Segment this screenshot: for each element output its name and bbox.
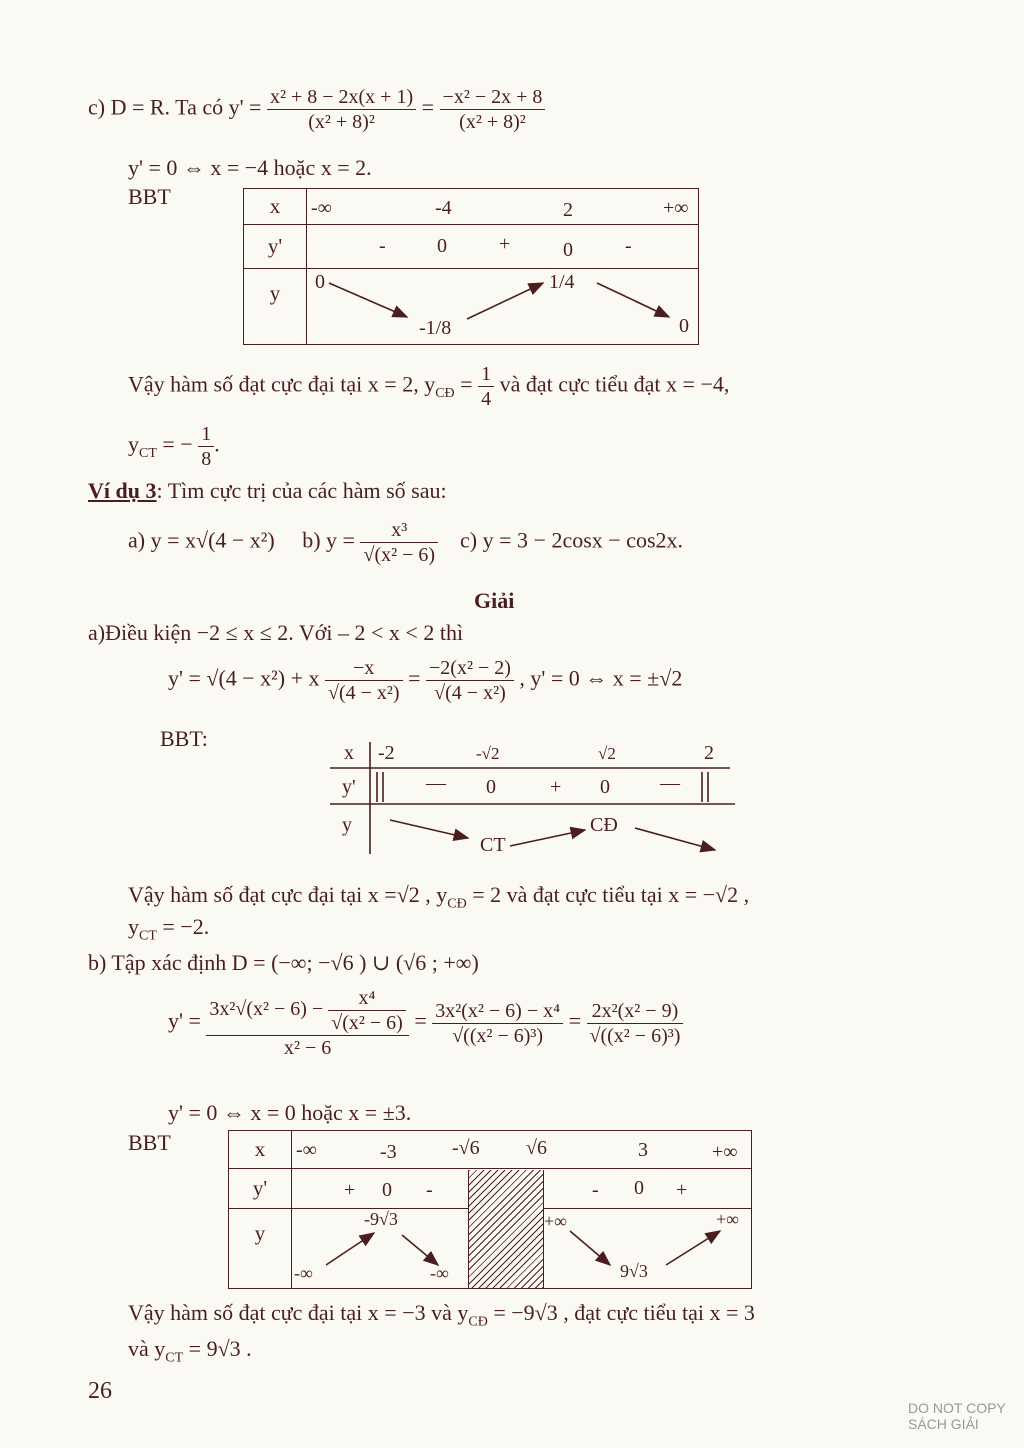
x-value: -4 [435,197,452,219]
yprime-values-cell [307,225,699,269]
denominator: 8 [201,448,212,470]
text: y' = [168,1008,201,1034]
fraction [478,362,494,411]
x-value: +∞ [712,1141,738,1163]
text: = 2 và đạt cực tiểu tại x = −√2 , [466,882,750,907]
y-value: -9√3 [364,1209,398,1229]
denominator: √(x² − 6) [363,544,436,566]
sign: - [426,1179,433,1201]
numerator: 2x²(x² − 9) [587,999,684,1024]
bbt-label: BBT [128,184,171,209]
numerator: 1 [198,422,214,447]
text: = 9√3 . [183,1336,252,1361]
fraction [587,999,684,1048]
yprime-label: y' [244,225,307,269]
x-value: -√6 [452,1137,480,1159]
y-value: 1/4 [549,271,575,293]
x-label: x [344,742,354,764]
solution-a-line1: a)Điều kiện −2 ≤ x ≤ 2. Với – 2 < x < 2 thì [88,620,464,645]
subscript: CT [139,928,157,944]
numerator: 1 [478,362,494,387]
text: y [128,431,139,457]
denominator: 4 [481,388,492,410]
text: y' = √(4 − x²) + x [168,665,320,691]
bbt-label: BBT: [160,726,208,751]
sign: — [660,772,680,794]
sign: + [344,1179,356,1201]
example-3-items [128,518,683,567]
numerator: 3x²(x² − 6) − x⁴ [432,999,563,1024]
y-value: 0 [679,315,689,337]
text: = [454,371,479,397]
fraction [440,85,546,134]
y-values-cell [307,269,699,345]
x-value: -2 [378,742,395,764]
numerator: x³ [360,518,438,543]
x-value: √2 [598,744,616,763]
sign: 0 [634,1177,644,1199]
text: và y [128,1336,166,1361]
denominator: √(4 − x²) [434,682,506,704]
part-c-prefix: c) D = R. Ta có y' = [88,94,262,120]
part-c-line1: c) D = R. Ta có y' = $\frac{\text{x² + 8 − 2x(x + 1)}}{\text{(x² + 8)²}}$ = $\frac{\text{−x² − 2x + 8}}{\text{(x² + 8)²}}$ [88,85,545,134]
numerator: −2(x² − 2) [426,656,514,681]
subscript: CĐ [468,1314,488,1330]
text: , y' = 0 ⇔ x = ±√2 [519,665,683,691]
numerator: x⁴ [328,986,406,1011]
text: . [214,431,220,457]
y-value: -∞ [430,1263,449,1283]
text: Vậy hàm số đạt cực đại tại x = −3 và y [128,1300,469,1325]
example-title-rest: : Tìm cực trị của các hàm số sau: [156,478,447,503]
x-value: 2 [704,742,714,764]
denominator: (x² + 8)² [308,111,375,133]
arrows [307,269,699,345]
variation-table-1 [243,188,699,345]
sign: + [676,1179,688,1201]
numerator: −x [325,656,403,681]
x-value: +∞ [663,197,689,219]
fraction [325,656,403,705]
y-value: -1/8 [419,317,452,339]
sign: 0 [382,1179,392,1201]
yprime-label: y' [342,776,356,798]
numerator: −x² − 2x + 8 [440,85,546,110]
solution-b-conclusion1 [128,1300,755,1335]
example-3-heading [88,478,447,504]
bbt-label: BBT [128,1130,171,1155]
solution-a-conclusion1 [128,882,749,917]
y-value: +∞ [716,1209,739,1229]
solution-a-yprime: y' = √(4 − x²) + x $\frac{-x}{\text{√(4 − x²)}}$ = $\frac{\text{−2(x² − 2)}}{\text{√(4 − x²)}}$ , y' = 0 ⇔ x = ±√2 [168,657,683,704]
sign: — [426,772,446,794]
denominator: √((x² − 6)³) [589,1024,681,1047]
y-label: y [244,269,307,345]
denominator: √(4 − x²) [328,682,400,704]
fraction [267,85,416,134]
text: Vậy hàm số đạt cực đại tại x = 2, y [128,371,436,397]
y-value: 0 [315,271,325,293]
fraction [426,656,514,705]
solution-heading: Giải [474,588,515,613]
x-value: √6 [526,1137,547,1159]
subscript: CĐ [435,385,455,401]
fraction [360,518,438,567]
y-value: CT [480,834,506,856]
variation-table-2 [330,738,740,858]
sign: 0 [600,776,610,798]
x-value: 3 [638,1139,648,1161]
text: = −9√3 , đạt cực tiểu tại x = 3 [487,1300,755,1325]
solution-a-conclusion2 [128,914,209,949]
item-a: a) y = x√(4 − x²) [128,527,275,553]
y-label: y [229,1209,292,1289]
y-value: -∞ [294,1263,313,1283]
denominator: (x² + 8)² [459,111,526,133]
subscript: CT [165,1350,184,1366]
denominator: √((x² − 6)³) [452,1024,544,1047]
text: và đạt cực tiểu đạt x = −4, [499,371,730,397]
y-value: CĐ [590,814,618,836]
text: = − [156,431,193,457]
solution-b-line3: y' = 0 ⇔ x = 0 hoặc x = ±3. [168,1100,412,1125]
x-values-cell [307,189,699,225]
text: 3x²√(x² − 6) − [209,998,324,1021]
example-title: Ví dụ 3 [88,478,157,503]
undefined-region [468,1170,544,1288]
sign: - [379,235,386,257]
subscript: CT [139,445,157,461]
subscript: CĐ [447,896,467,912]
part-c-conclusion2 [128,422,220,471]
x-value: -√2 [476,744,500,763]
solution-b-derivative: y' = 3x²√(x² − 6) − $\frac{\text{x⁴}}{\text{√(x² − 6)}}$ x² − 6 = $\frac{\text{3x²(x² − 6) − x⁴}}{\text{√((x² − 6)³)}}$ = $\frac{\text{2x²(x² − 9)}}{\text{√((x² − 6)³)}}$ [168,986,683,1086]
fraction [432,999,563,1048]
item-c: c) y = 3 − 2cosx − cos2x. [460,527,684,553]
sign: + [499,233,511,255]
numerator: x² + 8 − 2x(x + 1) [267,85,416,110]
solution-b-line1: b) Tập xác định D = (−∞; −√6 ) ∪ (√6 ; +∞) [88,950,479,975]
sign: + [550,776,562,798]
x-label: x [229,1131,292,1169]
sign: - [592,1179,599,1201]
y-value: 9√3 [620,1261,648,1281]
watermark-logo: DO NOT COPY SÁCH GIẢI [908,1400,1006,1432]
solution-b-conclusion2 [128,1336,252,1371]
x-label: x [244,189,307,225]
x-value: 2 [563,199,573,221]
x-value: -∞ [296,1139,317,1161]
numerator [206,986,408,1036]
text: y [128,914,139,939]
denominator: √(x² − 6) [331,1012,403,1034]
sign: 0 [437,235,447,257]
y-value: +∞ [544,1211,567,1231]
fraction [328,986,406,1035]
text: = −2. [156,914,210,939]
y-label: y [342,814,352,836]
denominator: x² − 6 [283,1037,332,1059]
sign: 0 [563,239,573,261]
fraction [198,422,214,471]
page-number: 26 [88,1378,112,1404]
x-value: -∞ [311,197,332,219]
part-c-conclusion1 [128,362,729,412]
yprime-label: y' [229,1169,292,1209]
x-value: -3 [380,1141,397,1163]
text: Vậy hàm số đạt cực đại tại x =√2 , y [128,882,448,907]
fraction [206,986,408,1060]
sign: - [625,235,632,257]
sign: 0 [486,776,496,798]
part-c-line2: y' = 0 ⇔ x = −4 hoặc x = 2. [128,155,372,180]
item-b-prefix: b) y = [302,527,355,553]
x-values-cell [292,1131,752,1169]
